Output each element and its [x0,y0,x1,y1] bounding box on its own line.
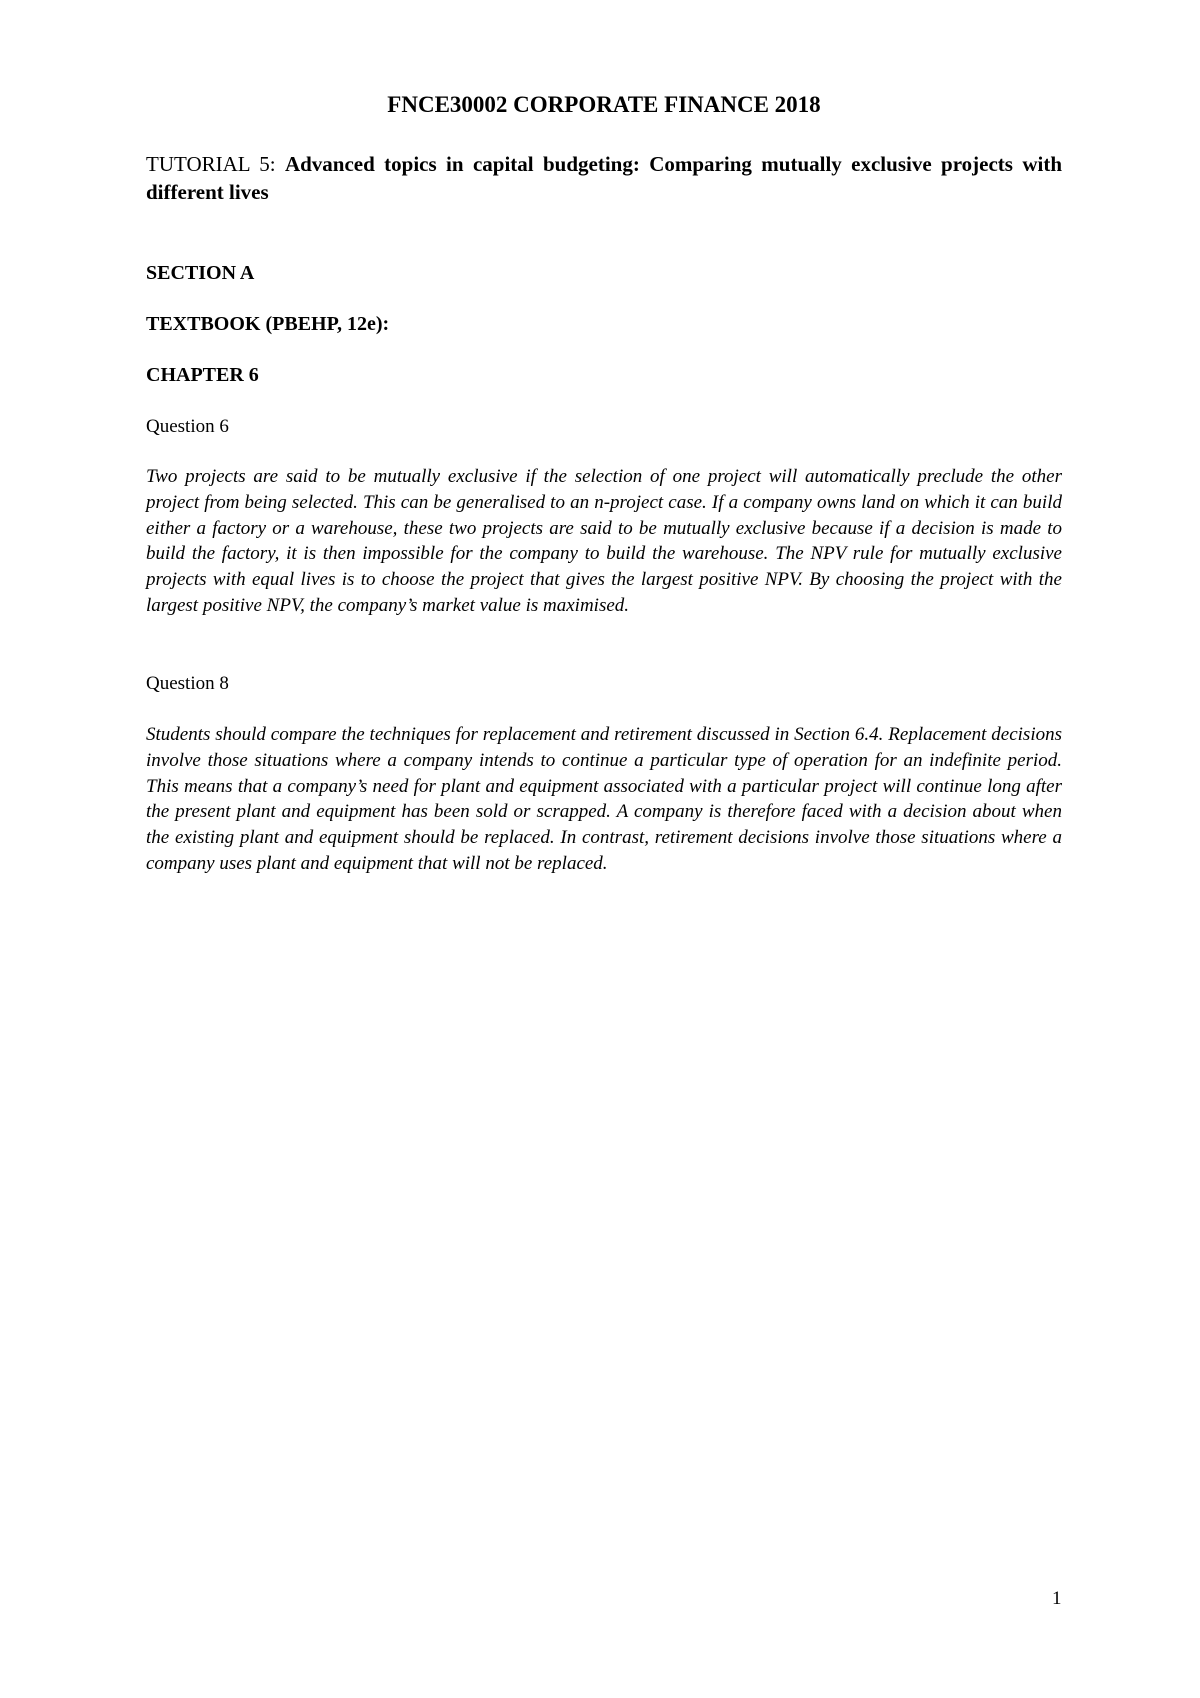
chapter-heading: CHAPTER 6 [146,364,259,386]
tutorial-number: TUTORIAL 5: [146,152,276,176]
document-title: FNCE30002 CORPORATE FINANCE 2018 [387,92,821,117]
page-number: 1 [1052,1588,1062,1609]
question-answer: Two projects are said to be mutually exclusive if the selection of one project will automatically preclude the other project from being selected. This can be generalised to an n-project case. If a company owns land on which it can build either a factory or a warehouse, these two projects are said to be mutually exclusive because if a decision is made to build the factory, it is then impossible for the company to build the warehouse. The NPV rule for mutually exclusive projects with equal lives is to choose the project that gives the largest positive NPV. By choosing the project with the largest positive NPV, the company’s market value is maximised. [146,466,1062,616]
question-label: Question 8 [146,673,229,694]
tutorial-title [146,150,1062,206]
textbook-heading: TEXTBOOK (PBEHP, 12e): [146,313,390,335]
question-label: Question 6 [146,416,229,437]
question-answer: Students should compare the techniques for replacement and retirement discussed in Section 6.4. Replacement decisions involve those situations where a company intends to continue a particular type of operation for an indefinite period. This means that a company’s need for plant and equipment associated with a particular project will continue long after the present plant and equipment has been sold or scrapped. A company is therefore faced with a decision about when the existing plant and equipment should be replaced. In contrast, retirement decisions involve those situations where a company uses plant and equipment that will not be replaced. [146,724,1062,874]
section-heading: SECTION A [146,262,255,284]
tutorial-topic: Advanced topics in capital budgeting: Comparing mutually exclusive projects with different lives [146,152,1063,204]
